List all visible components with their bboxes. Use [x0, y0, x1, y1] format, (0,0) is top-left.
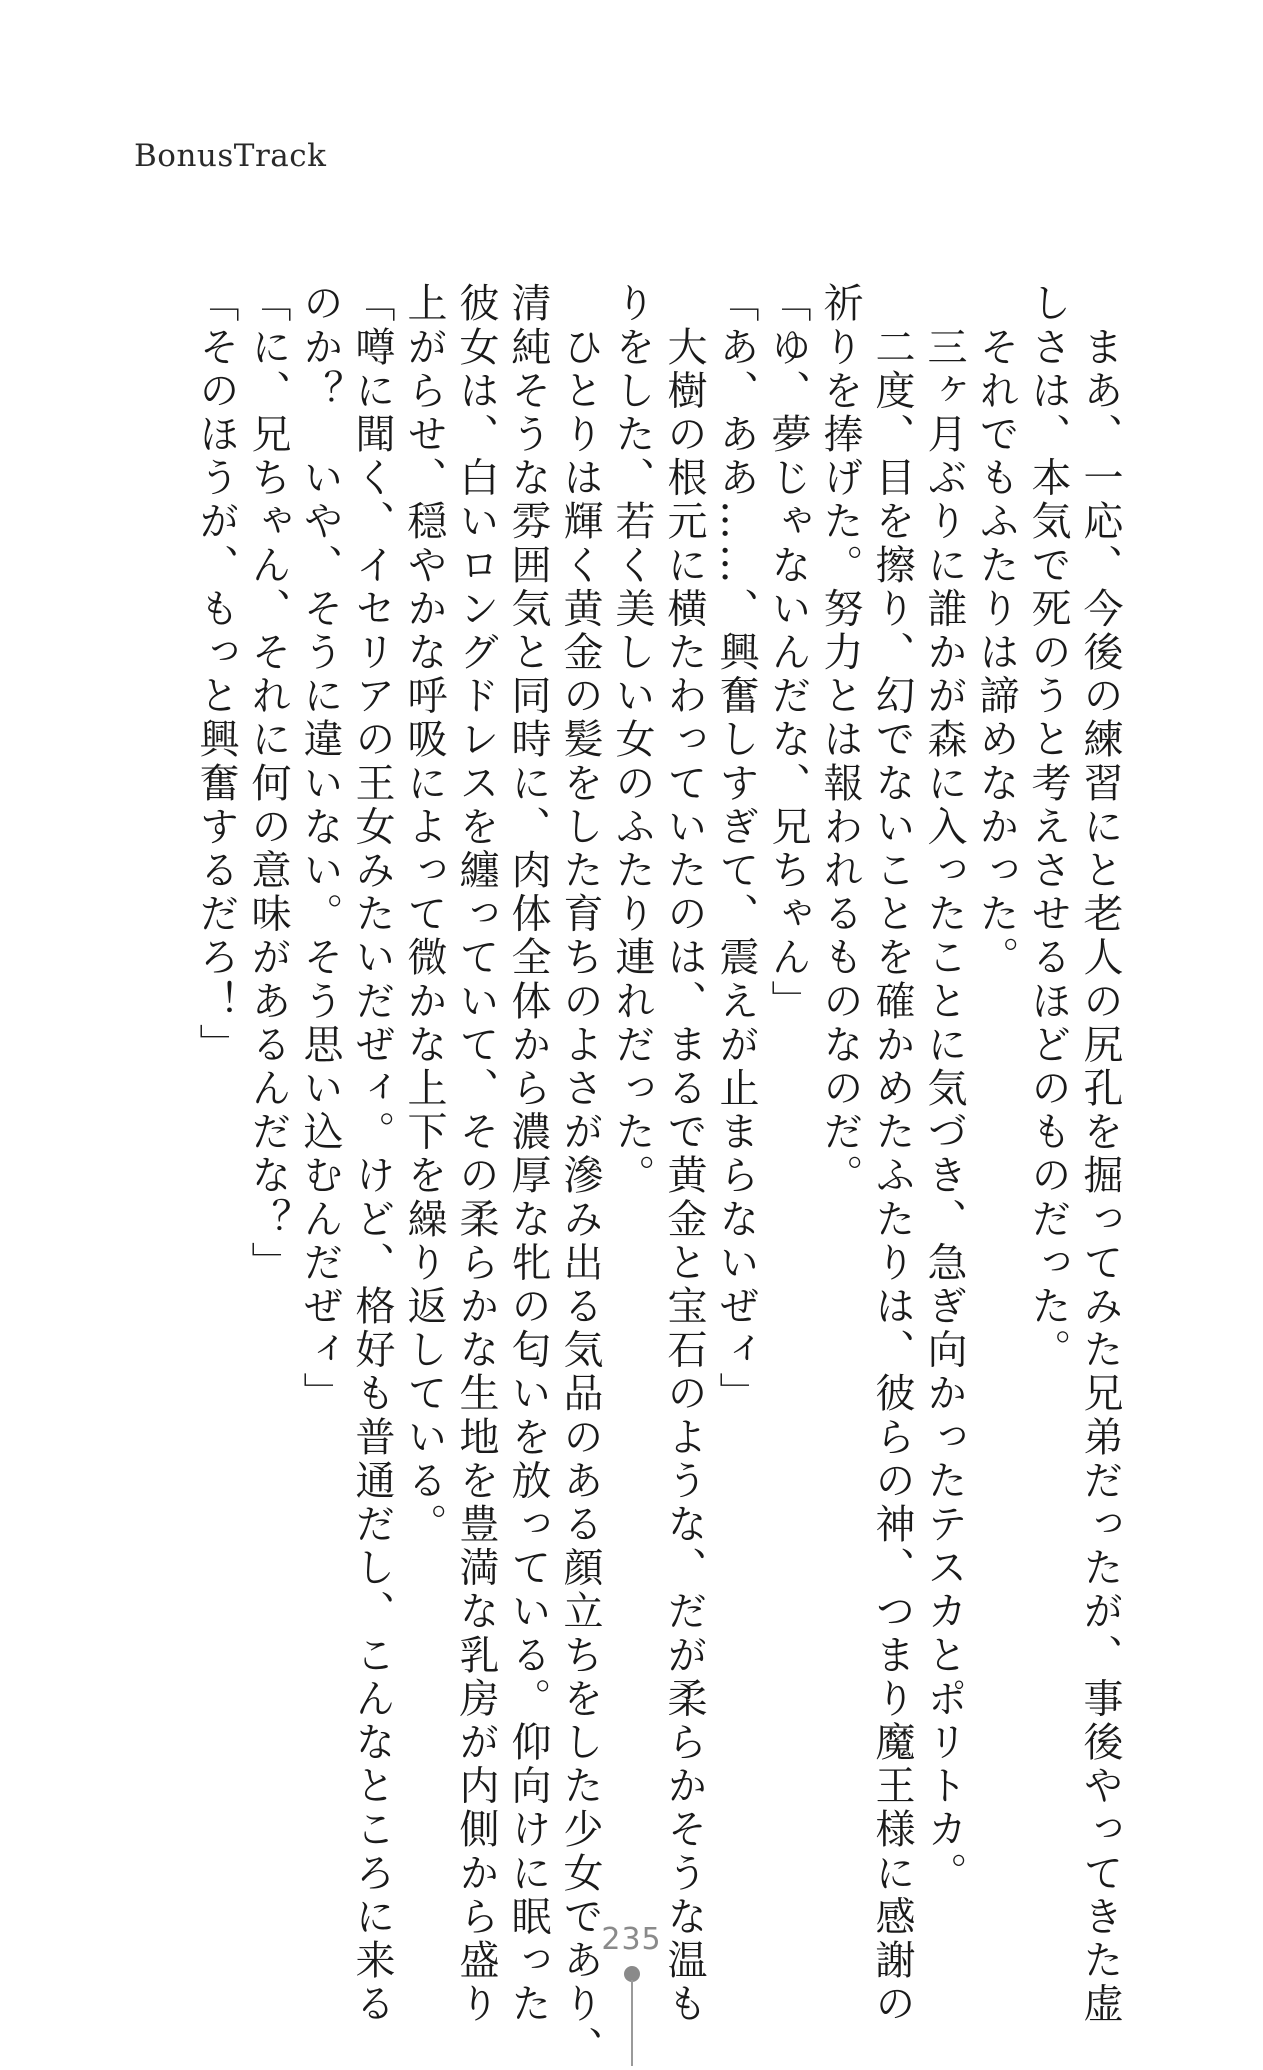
text-line: 「噂に聞く、イセリアの王女みたいだぜィ。けど、格好も普通だし、こんなところに来る — [349, 282, 395, 2026]
text-line: 彼女は、白いロングドレスを纏っていて、その柔らかな生地を豊満な乳房が内側から盛り — [453, 282, 499, 2026]
running-head: BonusTrack — [134, 138, 327, 174]
page-number: 235 — [601, 1922, 662, 1957]
text-line: 「に、兄ちゃん、それに何の意味があるんだな？」 — [245, 282, 291, 1285]
text-line: ひとりは輝く黄金の髪をした育ちのよさが滲み出る気品のある顔立ちをした少女であり、 — [557, 282, 603, 2070]
text-line: 「あ、ああ……、興奮しすぎて、震えが止まらないぜィ」 — [713, 282, 759, 1416]
text-line: 大樹の根元に横たわっていたのは、まるで黄金と宝石のような、だが柔らかそうな温も — [661, 282, 707, 2026]
text-line: 二度、目を擦り、幻でないことを確かめたふたりは、彼らの神、つまり魔王様に感謝の — [869, 282, 915, 2026]
text-line: 上がらせ、穏やかな呼吸によって微かな上下を繰り返している。 — [401, 282, 447, 1547]
text-line: それでもふたりは諦めなかった。 — [973, 282, 1019, 980]
text-line: 「そのほうが、もっと興奮するだろ！」 — [193, 282, 239, 1067]
text-line: しさは、本気で死のうと考えさせるほどのものだった。 — [1025, 282, 1071, 1372]
text-line: 三ヶ月ぶりに誰かが森に入ったことに気づき、急ぎ向かったテスカとポリトカ。 — [921, 282, 967, 1896]
text-line: 「ゆ、夢じゃないんだな、兄ちゃん」 — [765, 282, 811, 1024]
text-line: 清純そうな雰囲気と同時に、肉体全体から濃厚な牝の匂いを放っている。仰向けに眠った — [505, 282, 551, 2026]
text-line: 祈りを捧げた。努力とは報われるものなのだ。 — [817, 282, 863, 1198]
text-line: まあ、一応、今後の練習にと老人の尻孔を掘ってみた兄弟だったが、事後やってきた虚 — [1077, 282, 1123, 2026]
page-marker-line — [631, 1980, 633, 2066]
text-line: のか？ いや、そうに違いない。そう思い込むんだぜィ」 — [297, 282, 343, 1416]
text-line: りをした、若く美しい女のふたり連れだった。 — [609, 282, 655, 1198]
